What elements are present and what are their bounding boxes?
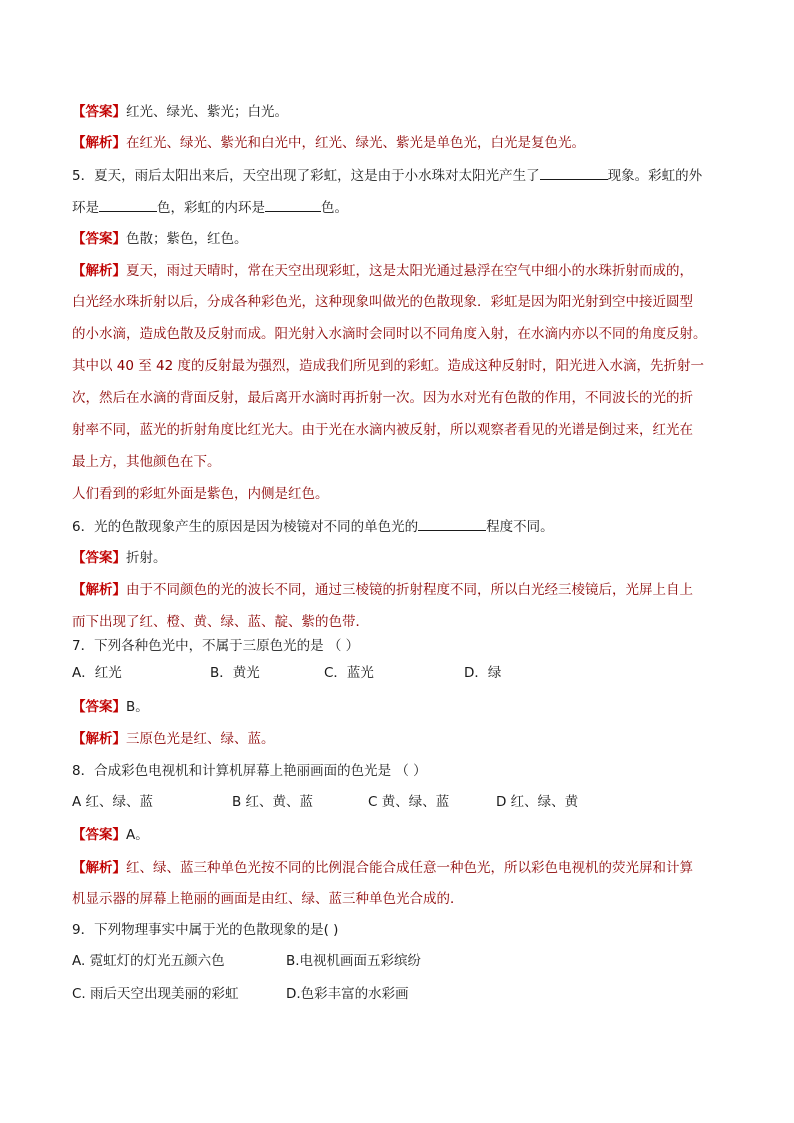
- option-b[interactable]: B．黄光: [210, 665, 260, 681]
- option-b[interactable]: B.电视机画面五彩缤纷: [286, 953, 422, 969]
- q5-analysis-text: 射率不同，蓝光的折射角度比红光大。由于光在水滴内被反射，所以观察者看见的光谱是倒过来，红光在: [72, 422, 693, 438]
- answer-label: 【答案】: [72, 550, 126, 566]
- q5-stem-text: 环是: [72, 200, 99, 216]
- q7-stem: 7．下列各种色光中，不属于三原色光的是 （ ）: [72, 638, 360, 654]
- q5-analysis-text: 其中以 40 至 42 度的反射最为强烈，造成我们所见到的彩虹。造成这种反射时，阳光进入水滴，先折射一: [72, 358, 705, 374]
- q6-analysis-line: [72, 580, 732, 600]
- option-c[interactable]: C 黄、绿、蓝: [368, 794, 450, 810]
- answer-label: 【答案】: [72, 827, 126, 843]
- q9-options-row-2: [72, 984, 732, 1004]
- q5-analysis-text: 白光经水珠折射以后，分成各种彩色光，这种现象叫做光的色散现象．彩虹是因为阳光射到空中接近圆型: [72, 294, 693, 310]
- analysis-label: 【解析】: [72, 135, 126, 151]
- q7-answer-line: [72, 697, 732, 717]
- q6-stem-text: 6．光的色散现象产生的原因是因为棱镜对不同的单色光的: [72, 519, 419, 535]
- q8-analysis-text: 红、绿、蓝三种单色光按不同的比例混合能合成任意一种色光，所以彩色电视机的荧光屏和计算: [126, 860, 693, 876]
- q5-analysis-text: 夏天，雨过天晴时，常在天空出现彩虹，这是太阳光通过悬浮在空气中细小的水珠折射而成的，: [126, 263, 693, 279]
- q4-analysis-line: [72, 133, 732, 153]
- answer-blank[interactable]: [418, 516, 486, 531]
- option-c[interactable]: C. 雨后天空出现美丽的彩虹: [72, 986, 239, 1002]
- q8-analysis-text: 机显示器的屏幕上艳丽的画面是由红、绿、蓝三种单色光合成的．: [72, 891, 464, 907]
- q5-stem-text: 5．夏天，雨后太阳出来后，天空出现了彩虹，这是由于小水珠对太阳光产生了: [72, 168, 540, 184]
- q4-analysis-text: 在红光、绿光、紫光和白光中，红光、绿光、紫光是单色光，白光是复色光。: [126, 135, 585, 151]
- q8-analysis-line: [72, 858, 732, 878]
- analysis-label: 【解析】: [72, 860, 126, 876]
- option-b[interactable]: B 红、黄、蓝: [232, 794, 314, 810]
- q8-answer-line: [72, 825, 732, 845]
- answer-blank[interactable]: [540, 165, 608, 180]
- q5-stem-text: 现象。彩虹的外: [607, 168, 703, 184]
- q5-analysis-text: 人们看到的彩虹外面是紫色，内侧是红色。: [72, 486, 329, 502]
- q5-stem-line-1: [72, 165, 732, 186]
- q6-stem-text: 程度不同。: [486, 519, 554, 535]
- answer-label: 【答案】: [72, 231, 126, 247]
- q8-answer-text: A。: [126, 827, 149, 843]
- q9-options-row-1: [72, 951, 732, 971]
- q8-options: [72, 792, 732, 812]
- q7-analysis-text: 三原色光是红、绿、蓝。: [126, 731, 275, 747]
- q5-answer-text: 色散；紫色，红色。: [126, 231, 248, 247]
- analysis-label: 【解析】: [72, 582, 126, 598]
- q5-answer-line: [72, 229, 732, 249]
- analysis-label: 【解析】: [72, 731, 126, 747]
- analysis-label: 【解析】: [72, 263, 126, 279]
- q5-analysis-line: [72, 261, 732, 281]
- q9-stem: 9．下列物理事实中属于光的色散现象的是( ): [72, 922, 339, 938]
- q7-analysis-line: [72, 729, 732, 749]
- answer-blank[interactable]: [265, 197, 321, 212]
- q6-stem-line: [72, 516, 732, 537]
- q7-options: [72, 663, 732, 683]
- q6-answer-line: [72, 548, 732, 568]
- option-d[interactable]: D．绿: [464, 665, 502, 681]
- q5-analysis-text: 次，然后在水滴的背面反射，最后离开水滴时再折射一次。因为水对光有色散的作用，不同波长的光的折: [72, 390, 693, 406]
- option-a[interactable]: A．红光: [72, 665, 122, 681]
- q5-stem-line-2: [72, 197, 732, 218]
- q5-stem-text: 色，彩虹的内环是: [157, 200, 265, 216]
- q4-answer-line: [72, 102, 732, 122]
- option-d[interactable]: D 红、绿、黄: [496, 794, 579, 810]
- option-a[interactable]: A. 霓虹灯的灯光五颜六色: [72, 953, 225, 969]
- answer-label: 【答案】: [72, 104, 126, 120]
- answer-blank[interactable]: [99, 197, 157, 212]
- q6-analysis-text: 由于不同颜色的光的波长不同，通过三棱镜的折射程度不同，所以白光经三棱镜后，光屏上自上: [126, 582, 693, 598]
- q5-stem-text: 色。: [321, 200, 348, 216]
- q6-analysis-text: 而下出现了红、橙、黄、绿、蓝、靛、紫的色带．: [72, 614, 369, 630]
- q8-stem: 8．合成彩色电视机和计算机屏幕上艳丽画面的色光是 （ ）: [72, 763, 427, 779]
- q5-analysis-text: 的小水滴，造成色散及反射而成。阳光射入水滴时会同时以不同角度入射，在水滴内亦以不同的角度反射。: [72, 326, 707, 342]
- option-a[interactable]: A 红、绿、蓝: [72, 794, 154, 810]
- q5-analysis-text: 最上方，其他颜色在下。: [72, 454, 221, 470]
- q7-answer-text: B。: [126, 699, 149, 715]
- option-c[interactable]: C．蓝光: [324, 665, 374, 681]
- answer-label: 【答案】: [72, 699, 126, 715]
- q4-answer-text: 红光、绿光、紫光；白光。: [126, 104, 288, 120]
- q6-answer-text: 折射。: [126, 550, 167, 566]
- option-d[interactable]: D.色彩丰富的水彩画: [286, 986, 409, 1002]
